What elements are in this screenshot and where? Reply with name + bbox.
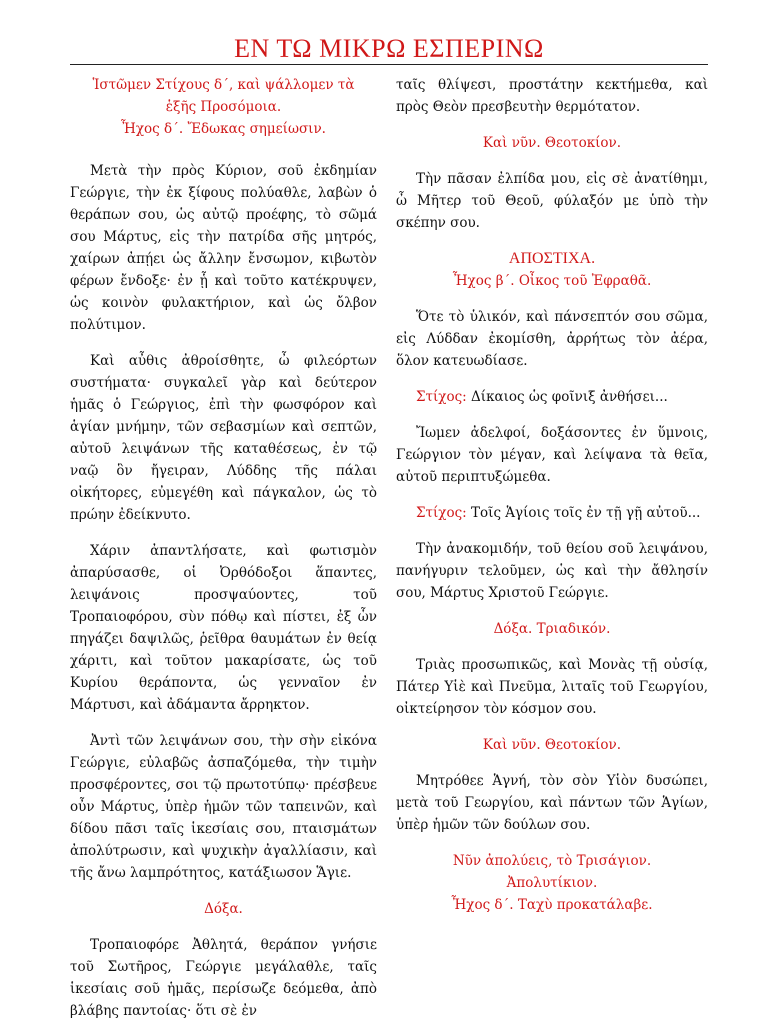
stichos-line bbox=[396, 386, 708, 408]
hymn-paragraph: Καὶ αὖθις ἀθροίσθητε, ὦ φιλεόρτων συστήματα· συγκαλεῖ γὰρ καὶ δεύτερον ἡμᾶς ὁ Γεώργιος, ἐπὶ τὴν φωσφόρον καὶ ἁγίαν μνήμην, τῶν σεβασμίων καὶ σεπτῶν, αὐτοῦ λειψάνων τῆς καταθέσεως, ἐν τῷ ναῷ ὃν ἤγειραν, Λύδδης τῆς πάλαι οἰκήτορες, εὐμεγέθη καὶ πάγκαλον, ὡς τὸ πρώην ἐδείκνυτο. bbox=[70, 353, 377, 523]
echos-heading: Ἦχος β΄. Οἶκος τοῦ Ἐφραθᾶ. bbox=[452, 273, 652, 289]
hymn-paragraph: Μετὰ τὴν πρὸς Κύριον, σοῦ ἐκδημίαν Γεώργιε, τὴν ἐκ ξίφους πολύαθλε, λαβὼν ὁ θεράπων σου, ὡς αὐτῷ προέφης, τὸ σῶμά σου Μάρτυς, εἰς τὴν πατρίδα σῆς μητρός, χαίρων ἀπῄει ὡς ἄλλην ἔνσωμον, κιβωτὸν φέρων ἔνδοξε· ἐν ᾗ καὶ τοῦτο κατέκρυψεν, ὡς κοινὸν φυλακτήριον, καὶ ὡς ὄλβον πολύτιμον. bbox=[70, 163, 377, 333]
stichos-label: Στίχος: bbox=[416, 389, 467, 405]
kai-nyn-heading: Καὶ νῦν. Θεοτοκίον. bbox=[482, 135, 622, 151]
closing-line: Ἀπολυτίκιον. bbox=[506, 875, 598, 891]
hymn-paragraph: Ἀντὶ τῶν λειψάνων σου, τὴν σὴν εἰκόνα Γεώργιε, εὐλαβῶς ἀσπαζόμεθα, τὴν τιμὴν προσφέροντες, σοι τῷ πρωτοτύπῳ· πρέσβευε οὖν Μάρτυς, ὑπὲρ ἡμῶν τῶν ταπεινῶν, καὶ δίδου πᾶσι ταῖς ἱκεσίαις σου, πταισμάτων ἀπολύτρωσιν, καὶ ψυχικὴν ἀγαλλίασιν, καὶ τῆς ἄνω λαμπρότητος, κατάξιωσον Ἅγιε. bbox=[70, 733, 377, 881]
hymn-paragraph: Τροπαιοφόρε Ἀθλητά, θεράπον γνήσιε τοῦ Σωτῆρος, Γεώργιε μεγάλαθλε, ταῖς ἱκεσίαις σοῦ ἡμᾶς, περίσωζε δεόμεθα, ἀπὸ βλάβης παντοίας· ὅτι σὲ ἐν bbox=[70, 937, 377, 1019]
rubric-prosomoia bbox=[70, 74, 377, 140]
hymn-continuation: ταῖς θλίψεσι, προστάτην κεκτήμεθα, καὶ πρὸς Θεὸν πρεσβευτὴν θερμότατον. bbox=[396, 77, 708, 115]
rubric-line: ἑξῆς Προσόμοια. bbox=[165, 99, 282, 115]
page-title: ΕΝ ΤΩ ΜΙΚΡΩ ΕΣΠΕΡΙΝΩ bbox=[234, 34, 544, 63]
closing-line: Ἦχος δ΄. Ταχὺ προκατάλαβε. bbox=[451, 897, 653, 913]
theotokion-paragraph: Μητρόθεε Ἁγνή, τὸν σὸν Υἱὸν δυσώπει, μετὰ τοῦ Γεωργίου, καὶ πάντων τῶν Ἁγίων, ὑπὲρ ἡμῶν τῶν δούλων σου. bbox=[396, 773, 708, 833]
theotokion-paragraph: Τὴν πᾶσαν ἐλπίδα μου, εἰς σὲ ἀνατίθημι, ὦ Μῆτερ τοῦ Θεοῦ, φύλαξόν με ὑπὸ τὴν σκέπην σου. bbox=[396, 171, 708, 231]
doxa-heading: Δόξα. bbox=[204, 901, 243, 917]
rubric-line: Ἦχος δ΄. Ἔδωκας σημείωσιν. bbox=[121, 121, 326, 137]
aposticha-verse: Τὴν ἀνακομιδήν, τοῦ θείου σοῦ λειψάνου, πανήγυριν τελοῦμεν, ὡς καὶ τὴν ἄθλησίν σου, Μάρτυς Χριστοῦ Γεώργιε. bbox=[396, 541, 708, 601]
aposticha-verse: Ἴωμεν ἀδελφοί, δοξάσοντες ἐν ὕμνοις, Γεώργιον τὸν μέγαν, καὶ λείψανα τὰ θεῖα, αὐτοῦ περιπτυξώμεθα. bbox=[396, 425, 708, 485]
title-rule bbox=[70, 64, 708, 65]
right-column bbox=[396, 74, 708, 916]
aposticha-heading: ΑΠΟΣΤΙΧΑ. bbox=[508, 250, 596, 267]
stichos-text: Δίκαιος ὡς φοῖνιξ ἀνθήσει... bbox=[471, 389, 668, 405]
closing-line: Νῦν ἀπολύεις, τὸ Τρισάγιον. bbox=[452, 853, 652, 869]
left-column bbox=[70, 74, 377, 1036]
stichos-text: Τοῖς Ἁγίοις τοῖς ἐν τῇ γῇ αὐτοῦ... bbox=[471, 505, 701, 521]
hymn-paragraph: Χάριν ἀπαντλήσατε, καὶ φωτισμὸν ἀπαρύσασθε, οἱ Ὀρθόδοξοι ἅπαντες, λειψάνοις προσψαύοντες, τοῦ Τροπαιοφόρου, σὺν πόθῳ καὶ πίστει, ἐξ ὧν πηγάζει δαψιλῶς, ῥεῖθρα θαυμάτων ἐν θείᾳ χάριτι, καὶ τοῦτον μακαρίσατε, ὡς τοῦ Κυρίου θεράποντα, ὡς γενναῖον ἐν Μάρτυσι, καὶ ἀδάμαντα ἄρρηκτον. bbox=[70, 543, 377, 713]
rubric-line: Ἱστῶμεν Στίχους δ΄, καὶ ψάλλομεν τὰ bbox=[92, 77, 355, 93]
stichos-label: Στίχος: bbox=[416, 505, 467, 521]
doxa-triadikon-heading: Δόξα. Τριαδικόν. bbox=[493, 621, 611, 637]
aposticha-verse: Ὅτε τὸ ὑλικόν, καὶ πάνσεπτόν σου σῶμα, εἰς Λύδδαν ἐκομίσθη, ἀρρήτως τὸν ἀέρα, ὅλον κατευωδίασε. bbox=[396, 309, 708, 369]
stichos-line bbox=[396, 502, 708, 524]
closing-rubric bbox=[396, 850, 708, 916]
triadikon-paragraph: Τριὰς προσωπικῶς, καὶ Μονὰς τῇ οὐσίᾳ, Πάτερ Υἱὲ καὶ Πνεῦμα, λιταῖς τοῦ Γεωργίου, οἰκτείρησον τὸν κόσμον σου. bbox=[396, 657, 708, 717]
kai-nyn-heading: Καὶ νῦν. Θεοτοκίον. bbox=[482, 737, 622, 753]
